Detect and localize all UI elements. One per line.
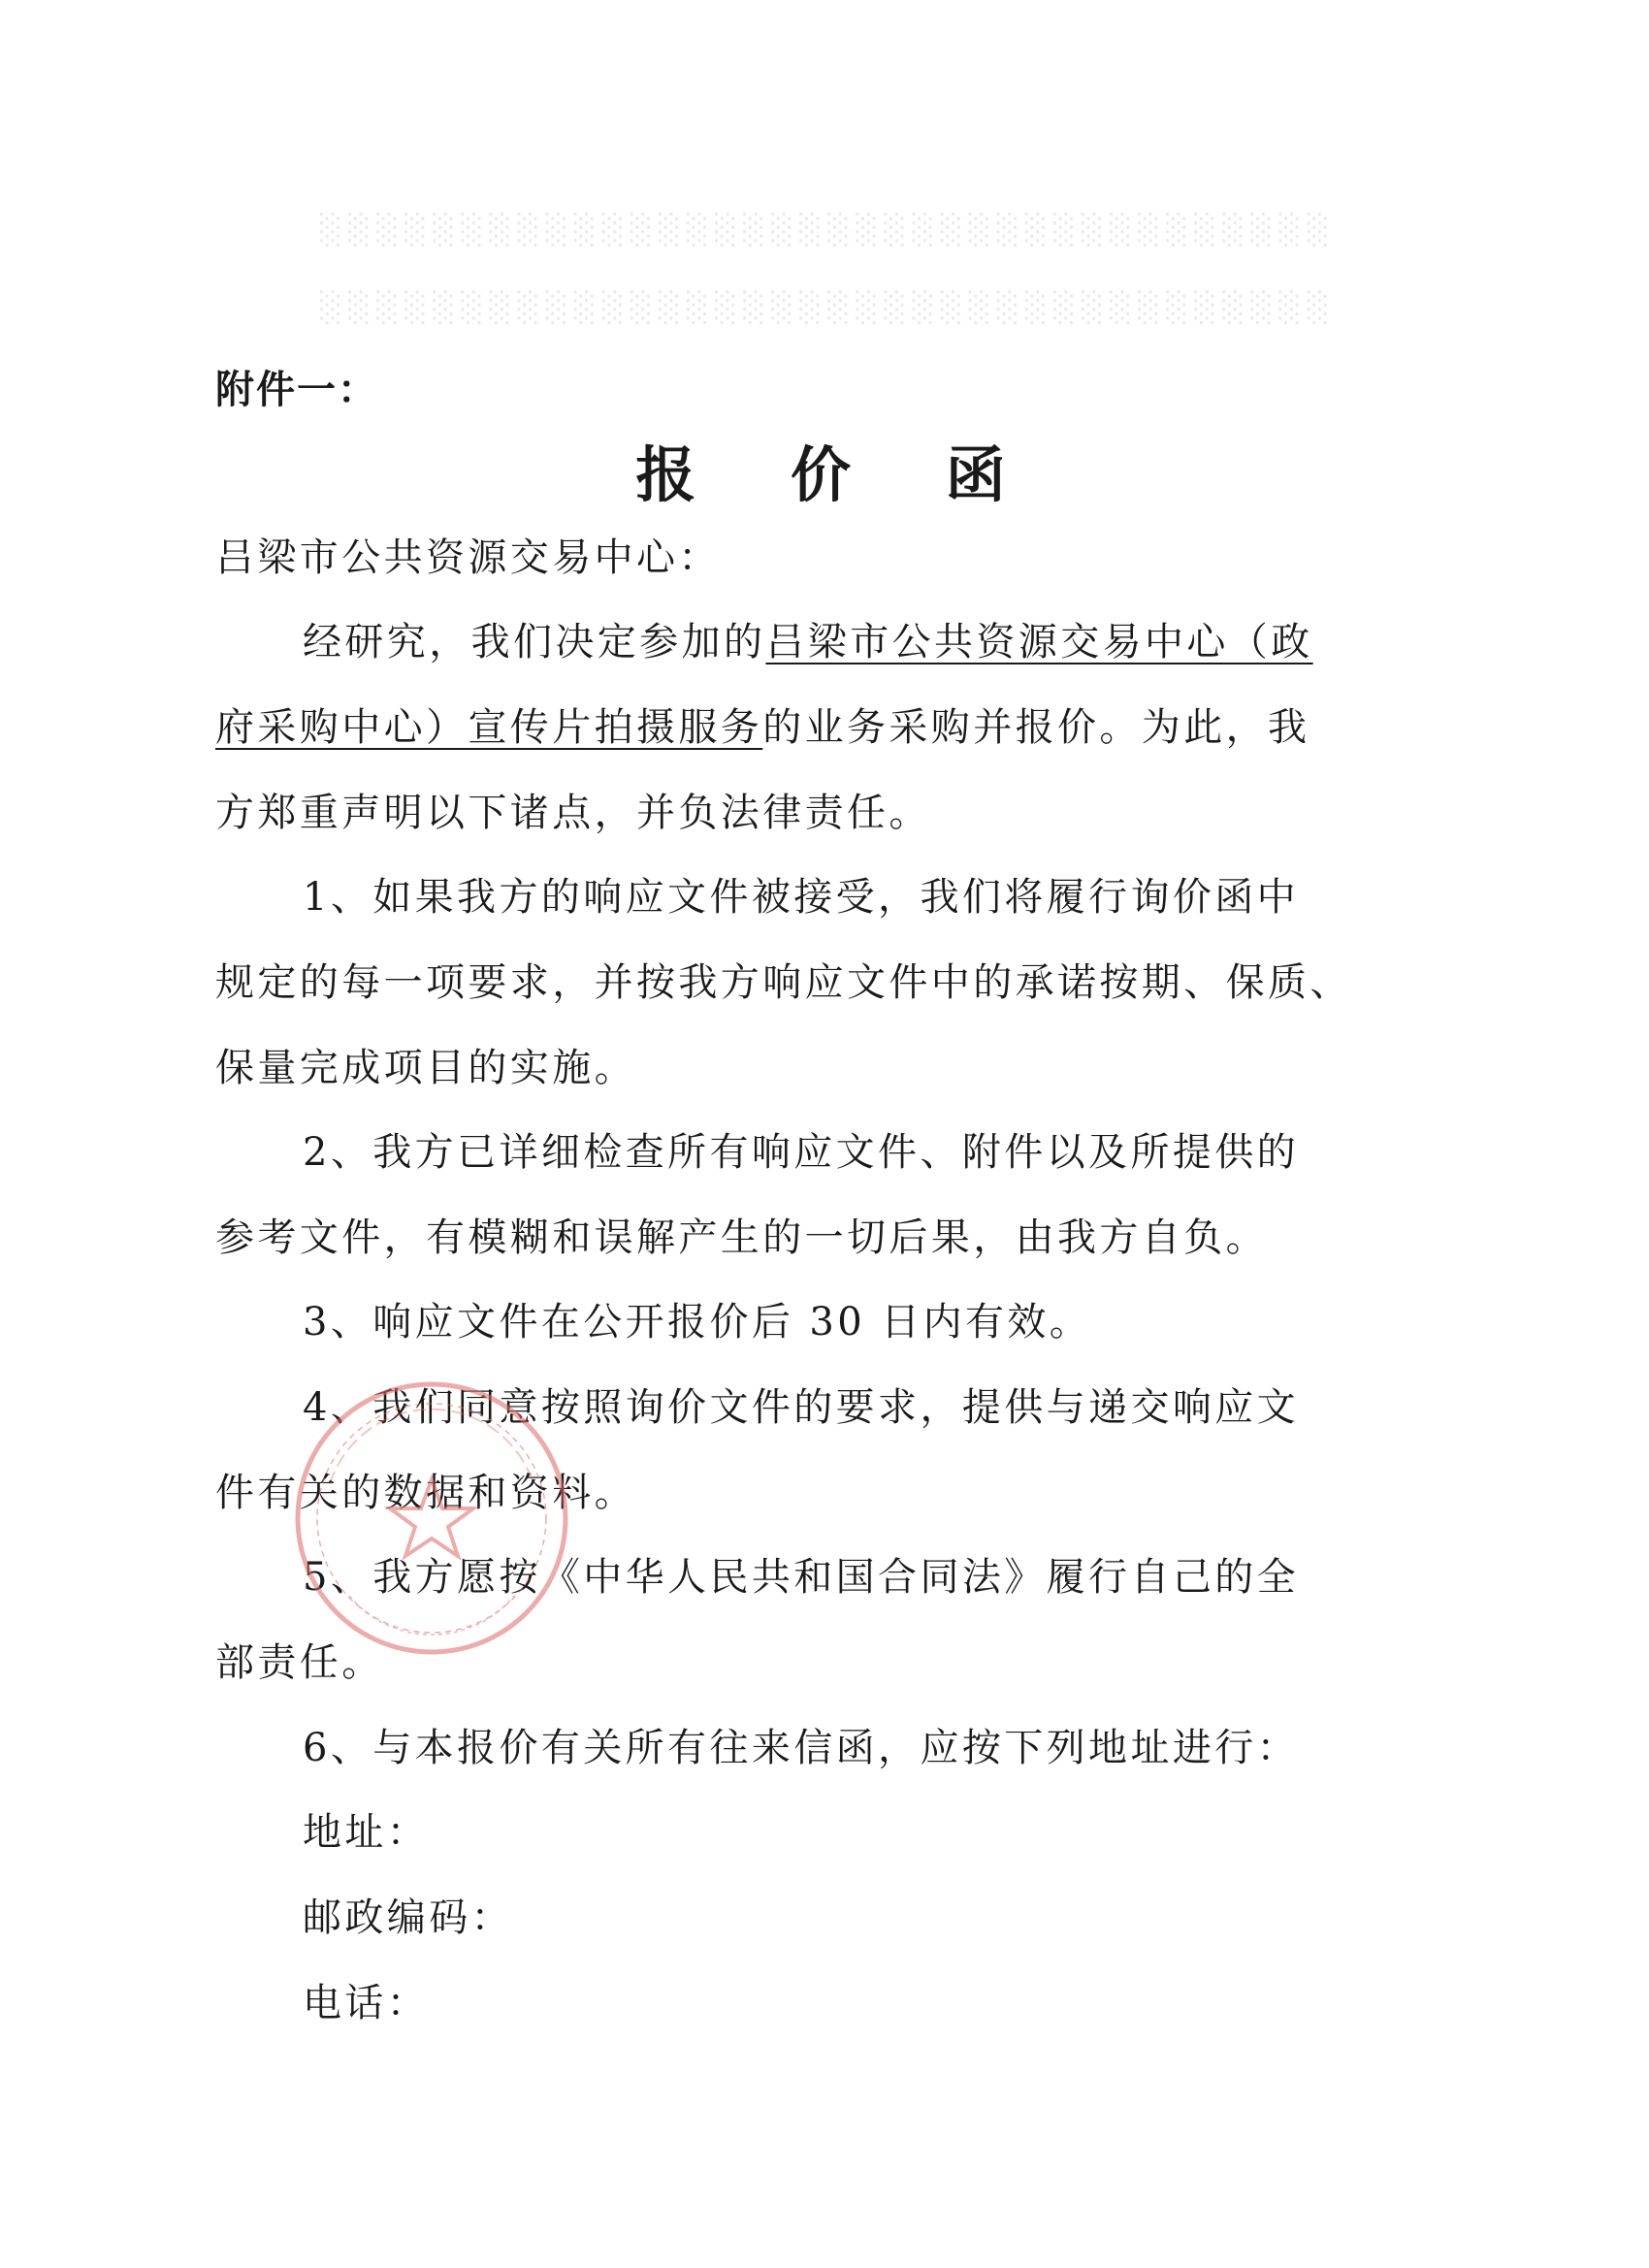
phone-label: 电话： — [303, 1981, 430, 2025]
item-1-line-2: 规定的每一项要求，并按我方响应文件中的承诺按期、保质、 — [215, 960, 1352, 1005]
intro-line-3: 方郑重声明以下诸点，并负法律责任。 — [215, 791, 931, 835]
company-seal-icon — [291, 1377, 572, 1659]
project-name-part1: 吕梁市公共资源交易中心（政 — [765, 620, 1313, 664]
address-label: 地址： — [303, 1810, 430, 1855]
item-6-line-1: 6、与本报价有关所有往来信函，应按下列地址进行： — [303, 1726, 1300, 1770]
item-1-line-1: 1、如果我方的响应文件被接受，我们将履行询价函中 — [303, 875, 1300, 920]
project-name-part2: 府采购中心）宣传片拍摄服务 — [215, 705, 763, 750]
addressee: 吕梁市公共资源交易中心： — [215, 535, 721, 580]
attachment-label: 附件一： — [215, 368, 378, 412]
page-title: 报 价 函 — [635, 439, 1043, 510]
item-4-line-1: 4、我们同意按照询价文件的要求，提供与递交响应文 — [303, 1385, 1300, 1430]
intro-line-2 — [215, 705, 1310, 750]
bleed-through-text: ░░░░░░░░░░░░░░░░░░░░░░░░░░░░░░░░░░░░ — [320, 213, 1336, 247]
item-1-line-3: 保量完成项目的实施。 — [215, 1046, 636, 1090]
item-2-line-2: 参考文件，有模糊和误解产生的一切后果，由我方自负。 — [215, 1215, 1268, 1260]
intro-line-1 — [303, 620, 1313, 664]
item-4-line-2: 件有关的数据和资料。 — [215, 1471, 636, 1515]
bleed-through-text: ░░░░░░░░░░░░░░░░░░░░░░░░░░░░░░░░░░░░ — [320, 291, 1336, 325]
item-2-line-1: 2、我方已详细检查所有响应文件、附件以及所提供的 — [303, 1130, 1300, 1175]
intro-after-project: 的业务采购并报价。为此，我 — [762, 705, 1310, 750]
item-3-line-1: 3、响应文件在公开报价后 30 日内有效。 — [303, 1300, 1092, 1345]
intro-lead: 经研究，我们决定参加的 — [303, 620, 766, 664]
postal-code-label: 邮政编码： — [303, 1895, 513, 1940]
item-5-line-2: 部责任。 — [215, 1640, 384, 1685]
item-5-line-1: 5、我方愿按《中华人民共和国合同法》履行自己的全 — [303, 1555, 1300, 1600]
